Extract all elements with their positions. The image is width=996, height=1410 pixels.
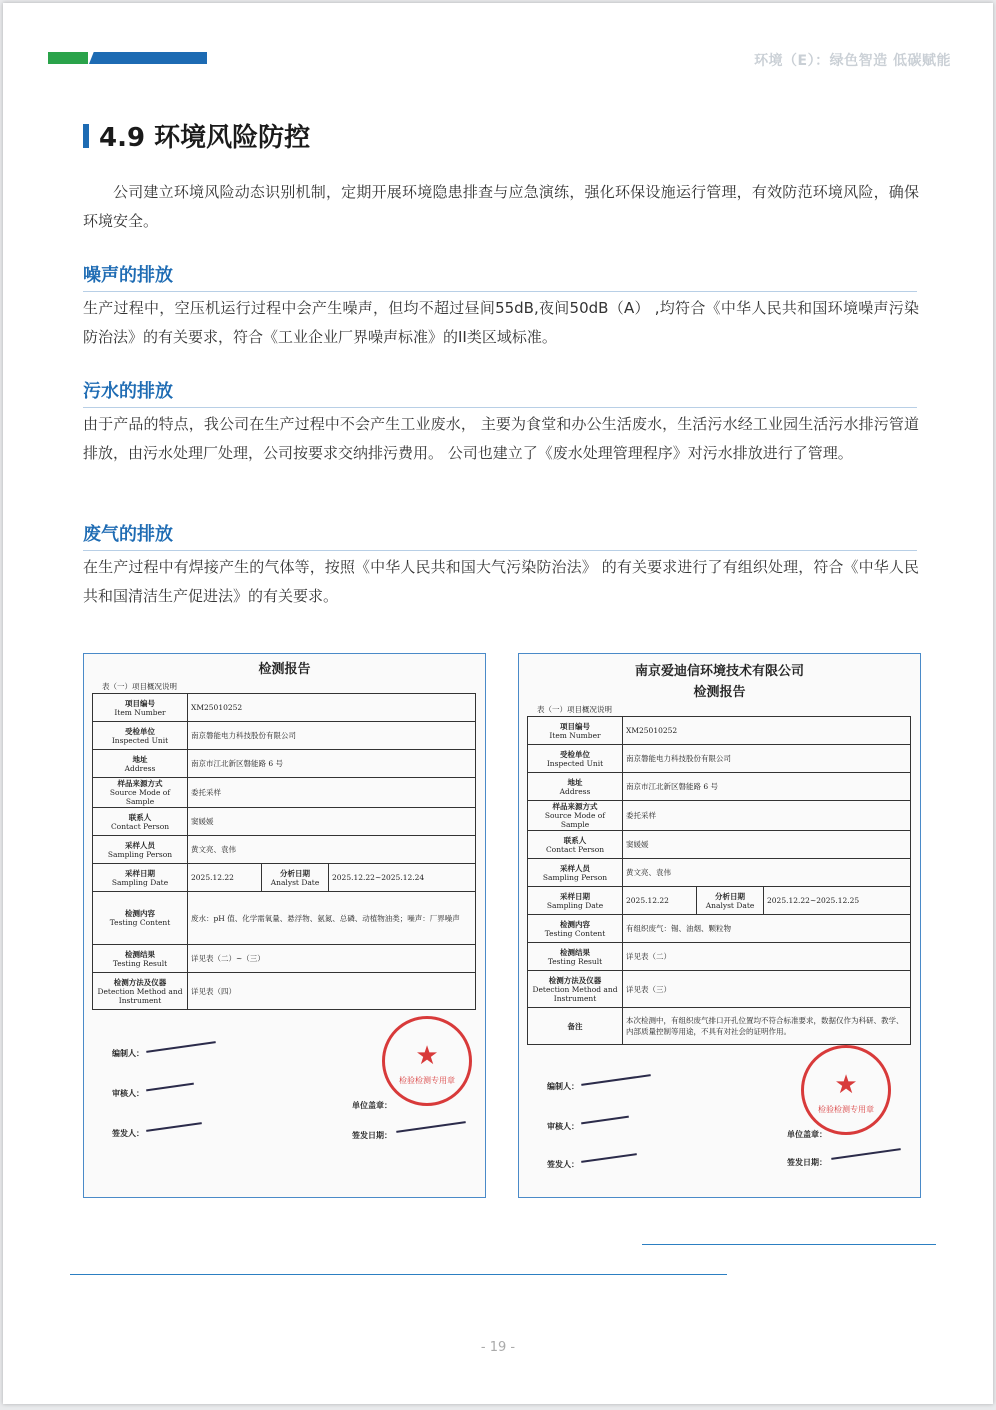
table-row: 检测方法及仪器 Detection Method and Instrument 详见表（三） <box>528 971 911 1008</box>
official-seal: ★ 检验检测专用章 <box>382 1016 472 1106</box>
reviewer-label: 审核人： <box>112 1088 144 1098</box>
table-row: 项目编号 Item Number XM25010252 <box>528 717 911 745</box>
seal-star-icon: ★ <box>415 1041 439 1071</box>
noise-paragraph: 生产过程中，空压机运行过程中会产生噪声，但均不超过昼间55dB,夜间50dB（A） ,均符合《中华人民共和国环境噪声污染防治法》的有关要求，符合《工业企业厂界噪声标准》的II类区域标准。 <box>83 299 919 346</box>
editor-label: 编制人： <box>547 1081 579 1091</box>
sewage-paragraph: 由于产品的特点，我公司在生产过程中不会产生工业废水， 主要为食堂和办公生活废水，生活污水经工业园生活污水排污管道排放，由污水处理厂处理，公司按要求交纳排污费用。 公司也建立了《废水处理管理程序》对污水排放进行了管理。 <box>83 415 919 462</box>
issuer-signature <box>581 1153 637 1163</box>
reviewer-signature <box>581 1116 629 1125</box>
table-row: 受检单位 Inspected Unit 南京磐能电力科技股份有限公司 <box>528 745 911 773</box>
report2-signature-area <box>519 1045 920 1198</box>
issuer-label: 签发人： <box>112 1128 144 1138</box>
editor-signature <box>581 1074 651 1086</box>
report1-title: 检测报告 <box>258 662 311 677</box>
report2-title: 检测报告 <box>693 685 746 700</box>
seal-label: 单位盖章： <box>787 1129 827 1139</box>
issue-date-label: 签发日期： <box>787 1157 827 1167</box>
issue-date-handwriting <box>831 1148 901 1160</box>
table-row: 检测结果 Testing Result 详见表（二）~（三） <box>93 945 476 973</box>
title-marker <box>83 124 89 148</box>
table-row: 采样人员 Sampling Person 黄文亮、袁伟 <box>528 859 911 887</box>
sewage-heading: 污水的排放 <box>83 377 917 408</box>
issuer-label: 签发人： <box>547 1159 579 1169</box>
issuer-signature <box>146 1122 202 1132</box>
table-row: 检测内容 Testing Content 废水：pH 值、化学需氧量、悬浮物、氨氮、总磷、动植物油类；噪声：厂界噪声 <box>93 892 476 945</box>
issue-date-label: 签发日期： <box>352 1130 392 1140</box>
table-row: 受检单位 Inspected Unit 南京磐能电力科技股份有限公司 <box>93 722 476 750</box>
gas-paragraph: 在生产过程中有焊接产生的气体等，按照《中华人民共和国大气污染防治法》 的有关要求进行了有组织处理，符合《中华人民共和国清洁生产促进法》的有关要求。 <box>83 558 919 605</box>
table-row: 检测方法及仪器 Detection Method and Instrument 详见表（四） <box>93 973 476 1010</box>
table-row: 地址 Address 南京市江北新区磐能路 6 号 <box>93 750 476 778</box>
table-row: 检测结果 Testing Result 详见表（二） <box>528 943 911 971</box>
report-page <box>3 3 993 1404</box>
page-title: 4.9 环境风险防控 <box>99 123 311 153</box>
seal-star-icon: ★ <box>834 1070 858 1100</box>
header-blue-bar <box>89 52 207 64</box>
issue-date-handwriting <box>396 1121 466 1133</box>
report1-signature-area <box>84 1010 485 1180</box>
table-row: 检测内容 Testing Content 有组织废气：锡、油烟、颗粒物 <box>528 915 911 943</box>
decorative-line <box>642 1244 936 1245</box>
reviewer-signature <box>146 1083 194 1092</box>
table-row: 样品来源方式 Source Mode of Sample 委托采样 <box>528 801 911 831</box>
intro-paragraph: 公司建立环境风险动态识别机制，定期开展环境隐患排查与应急演练，强化环保设施运行管理，有效防范环境风险，确保环境安全。 <box>83 183 919 230</box>
test-report-image-1 <box>83 653 486 1198</box>
reviewer-label: 审核人： <box>547 1121 579 1131</box>
report2-company: 南京爱迪信环境技术有限公司 <box>634 664 804 679</box>
report1-subtitle: 表（一）项目概况说明 <box>102 682 177 691</box>
table-row: 联系人 Contact Person 窦媛媛 <box>93 808 476 836</box>
noise-heading: 噪声的排放 <box>83 261 917 292</box>
page-number: - 19 - <box>480 1340 516 1355</box>
header-green-bar <box>48 52 88 64</box>
table-row: 联系人 Contact Person 窦媛媛 <box>528 831 911 859</box>
decorative-line <box>70 1274 727 1275</box>
table-row: 采样日期 Sampling Date 2025.12.22 分析日期 Analyst Date 2025.12.22~2025.12.24 <box>93 864 476 892</box>
editor-signature <box>146 1041 216 1053</box>
table-row: 采样人员 Sampling Person 黄文亮、袁伟 <box>93 836 476 864</box>
editor-label: 编制人： <box>112 1048 144 1058</box>
table-row: 地址 Address 南京市江北新区磐能路 6 号 <box>528 773 911 801</box>
header-section-tag: 环境（E）：绿色智造 低碳赋能 <box>754 53 951 69</box>
gas-heading: 废气的排放 <box>83 520 917 551</box>
test-report-image-2 <box>518 653 921 1198</box>
report2-subtitle: 表（一）项目概况说明 <box>537 705 612 714</box>
official-seal: ★ 检验检测专用章 <box>801 1045 891 1135</box>
seal-label: 单位盖章： <box>352 1100 392 1110</box>
report1-table <box>92 693 476 1010</box>
table-row: 备注 本次检测中，有组织废气排口开孔位置均不符合标准要求，数据仅作为科研、教学、内部质量控制等用途，不具有对社会的证明作用。 <box>528 1008 911 1045</box>
table-row: 采样日期 Sampling Date 2025.12.22 分析日期 Analyst Date 2025.12.22~2025.12.25 <box>528 887 911 915</box>
table-row: 项目编号 Item Number XM25010252 <box>93 694 476 722</box>
table-row: 样品来源方式 Source Mode of Sample 委托采样 <box>93 778 476 808</box>
report2-table <box>527 716 911 1045</box>
